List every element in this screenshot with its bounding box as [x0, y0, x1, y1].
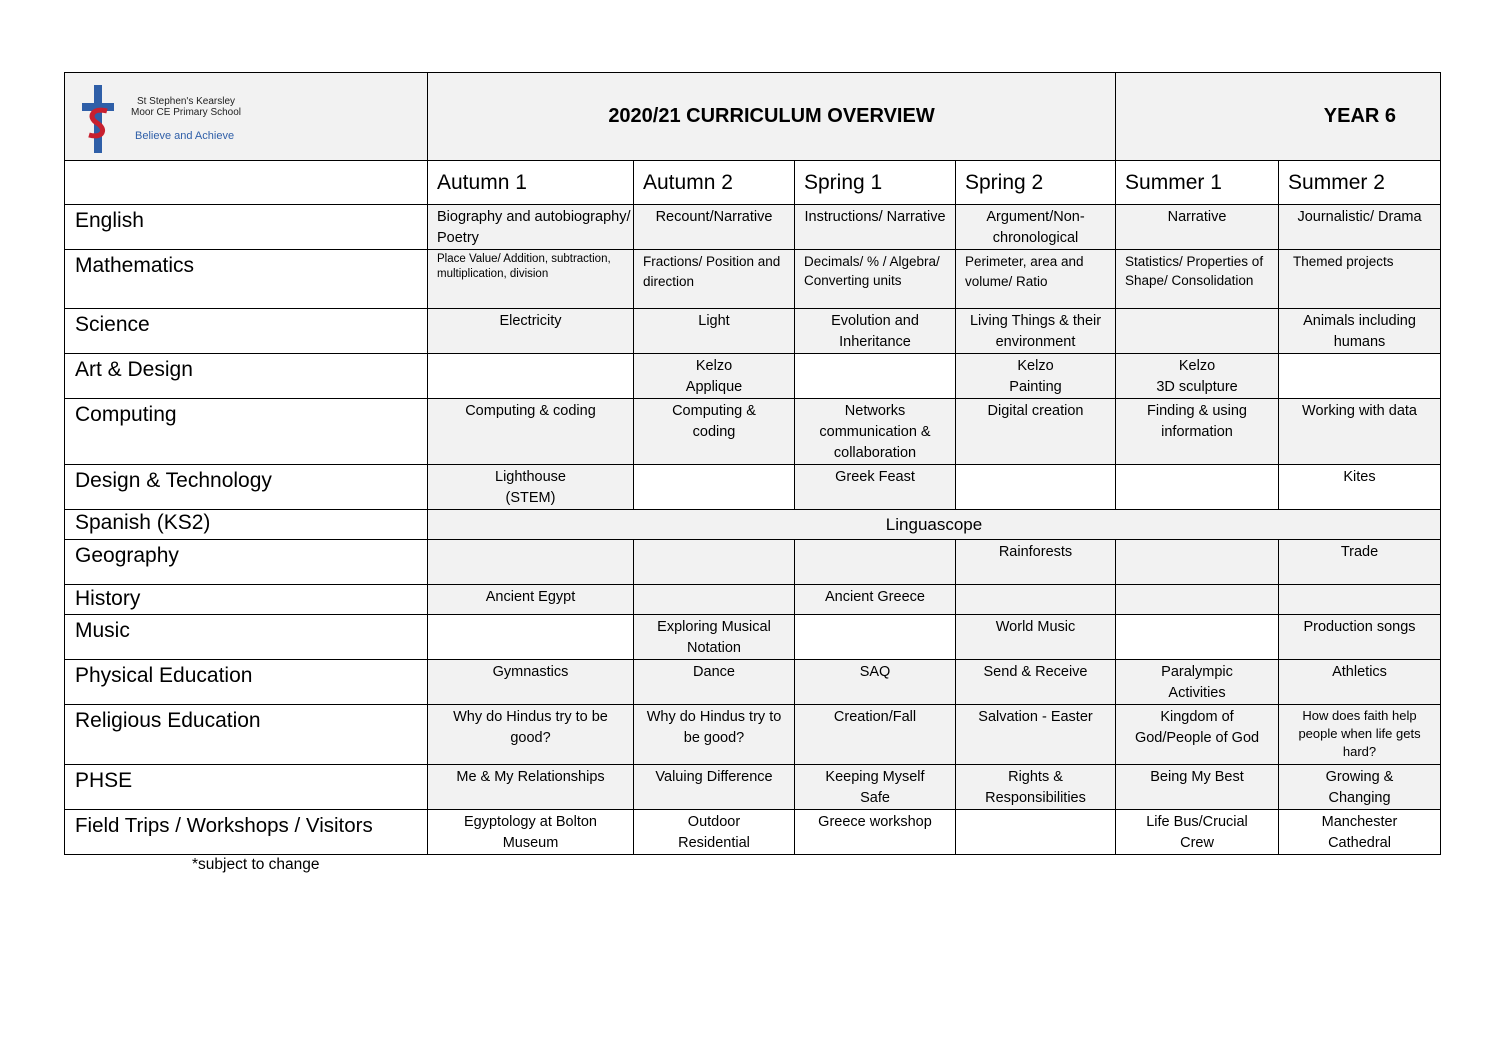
term-header: Autumn 2	[634, 161, 795, 205]
table-cell: Growing & Changing	[1279, 765, 1441, 810]
table-cell: Statistics/ Properties of Shape/ Consolidation	[1116, 250, 1279, 309]
table-cell: Greek Feast	[795, 465, 956, 510]
table-cell: Outdoor Residential	[634, 810, 795, 855]
table-cell	[795, 540, 956, 585]
table-row	[65, 354, 1441, 399]
term-header: Summer 1	[1116, 161, 1279, 205]
table-cell: Fractions/ Position and direction	[634, 250, 795, 309]
table-cell	[634, 465, 795, 510]
logo-cell	[65, 73, 428, 161]
table-cell: Ancient Greece	[795, 585, 956, 615]
table-cell	[1116, 465, 1279, 510]
term-header: Autumn 1	[428, 161, 634, 205]
subject-label: Geography	[65, 540, 428, 585]
term-header: Summer 2	[1279, 161, 1441, 205]
table-cell	[1279, 585, 1441, 615]
curriculum-table	[64, 72, 1441, 855]
table-cell	[1279, 354, 1441, 399]
table-cell: Electricity	[428, 309, 634, 354]
table-cell: Working with data	[1279, 399, 1441, 465]
table-row	[65, 510, 1441, 540]
table-row	[65, 765, 1441, 810]
table-row	[65, 399, 1441, 465]
subject-label: PHSE	[65, 765, 428, 810]
subject-label: Design & Technology	[65, 465, 428, 510]
subject-label: Science	[65, 309, 428, 354]
table-row	[65, 465, 1441, 510]
table-cell	[634, 540, 795, 585]
table-cell	[428, 354, 634, 399]
table-cell: Why do Hindus try to be good?	[634, 705, 795, 765]
cross-icon	[79, 83, 119, 155]
table-row	[65, 705, 1441, 765]
table-cell: Recount/Narrative	[634, 205, 795, 250]
table-cell: Computing & coding	[634, 399, 795, 465]
table-cell: Perimeter, area and volume/ Ratio	[956, 250, 1116, 309]
table-cell: Decimals/ % / Algebra/ Converting units	[795, 250, 956, 309]
term-header: Spring 1	[795, 161, 956, 205]
header-row	[65, 73, 1441, 161]
table-cell: Paralympic Activities	[1116, 660, 1279, 705]
table-cell: Dance	[634, 660, 795, 705]
table-cell: Networks communication & collaboration	[795, 399, 956, 465]
table-cell: Place Value/ Addition, subtraction, multiplication, division	[428, 250, 634, 309]
table-cell: Kelzo 3D sculpture	[1116, 354, 1279, 399]
table-cell: Greece workshop	[795, 810, 956, 855]
table-cell: Light	[634, 309, 795, 354]
subject-label: Field Trips / Workshops / Visitors	[65, 810, 428, 855]
table-cell: Salvation - Easter	[956, 705, 1116, 765]
table-row	[65, 250, 1441, 309]
table-cell: Gymnastics	[428, 660, 634, 705]
subject-label: Computing	[65, 399, 428, 465]
table-cell: Computing & coding	[428, 399, 634, 465]
table-cell	[956, 810, 1116, 855]
corner-cell	[65, 161, 428, 205]
table-cell: Life Bus/Crucial Crew	[1116, 810, 1279, 855]
subject-label: History	[65, 585, 428, 615]
table-cell: Evolution and Inheritance	[795, 309, 956, 354]
table-cell: Kingdom of God/People of God	[1116, 705, 1279, 765]
table-cell: Keeping Myself Safe	[795, 765, 956, 810]
table-cell	[1116, 309, 1279, 354]
table-cell: Egyptology at Bolton Museum	[428, 810, 634, 855]
table-cell	[795, 615, 956, 660]
table-cell: Biography and autobiography/ Poetry	[428, 205, 634, 250]
table-cell: Trade	[1279, 540, 1441, 585]
table-cell: Finding & using information	[1116, 399, 1279, 465]
school-motto: Believe and Achieve	[135, 130, 235, 142]
subject-label: Spanish (KS2)	[65, 510, 428, 540]
table-cell: Kelzo Painting	[956, 354, 1116, 399]
table-cell: World Music	[956, 615, 1116, 660]
table-cell: Kelzo Applique	[634, 354, 795, 399]
table-cell	[428, 615, 634, 660]
table-cell: Narrative	[1116, 205, 1279, 250]
table-cell: Me & My Relationships	[428, 765, 634, 810]
table-cell: Instructions/ Narrative	[795, 205, 956, 250]
table-row	[65, 660, 1441, 705]
table-row	[65, 585, 1441, 615]
table-cell: Manchester Cathedral	[1279, 810, 1441, 855]
table-row	[65, 540, 1441, 585]
table-cell: Rainforests	[956, 540, 1116, 585]
table-cell: Send & Receive	[956, 660, 1116, 705]
table-cell: Lighthouse (STEM)	[428, 465, 634, 510]
page-title: 2020/21 CURRICULUM OVERVIEW	[428, 73, 1116, 161]
table-cell: Kites	[1279, 465, 1441, 510]
table-cell: Athletics	[1279, 660, 1441, 705]
table-cell	[1116, 585, 1279, 615]
table-cell: How does faith help people when life gets hard?	[1279, 705, 1441, 765]
year-label: YEAR 6	[1116, 73, 1441, 161]
table-cell	[956, 585, 1116, 615]
table-cell: Digital creation	[956, 399, 1116, 465]
table-cell	[428, 540, 634, 585]
table-cell: SAQ	[795, 660, 956, 705]
table-cell: Rights & Responsibilities	[956, 765, 1116, 810]
table-cell: Why do Hindus try to be good?	[428, 705, 634, 765]
table-cell: Creation/Fall	[795, 705, 956, 765]
school-logo	[79, 83, 279, 155]
subject-label: Religious Education	[65, 705, 428, 765]
table-row	[65, 205, 1441, 250]
table-cell	[956, 465, 1116, 510]
table-row	[65, 810, 1441, 855]
table-cell: Themed projects	[1279, 250, 1441, 309]
table-cell: Argument/Non-chronological	[956, 205, 1116, 250]
table-cell	[1116, 540, 1279, 585]
term-header: Spring 2	[956, 161, 1116, 205]
terms-row	[65, 161, 1441, 205]
table-cell: Living Things & their environment	[956, 309, 1116, 354]
subject-label: Physical Education	[65, 660, 428, 705]
table-cell: Being My Best	[1116, 765, 1279, 810]
table-cell: Valuing Difference	[634, 765, 795, 810]
footnote: *subject to change	[192, 856, 320, 873]
table-cell: Ancient Egypt	[428, 585, 634, 615]
subject-label: Music	[65, 615, 428, 660]
table-row	[65, 309, 1441, 354]
table-cell	[634, 585, 795, 615]
table-cell-span: Linguascope	[428, 510, 1441, 540]
table-cell: Journalistic/ Drama	[1279, 205, 1441, 250]
table-cell: Exploring Musical Notation	[634, 615, 795, 660]
table-cell	[795, 354, 956, 399]
table-cell: Animals including humans	[1279, 309, 1441, 354]
table-cell: Production songs	[1279, 615, 1441, 660]
table-row	[65, 615, 1441, 660]
table-cell	[1116, 615, 1279, 660]
subject-label: Mathematics	[65, 250, 428, 309]
curriculum-sheet	[64, 72, 1440, 855]
subject-label: Art & Design	[65, 354, 428, 399]
subject-label: English	[65, 205, 428, 250]
school-name: St Stephen's Kearsley Moor CE Primary School	[130, 96, 242, 118]
